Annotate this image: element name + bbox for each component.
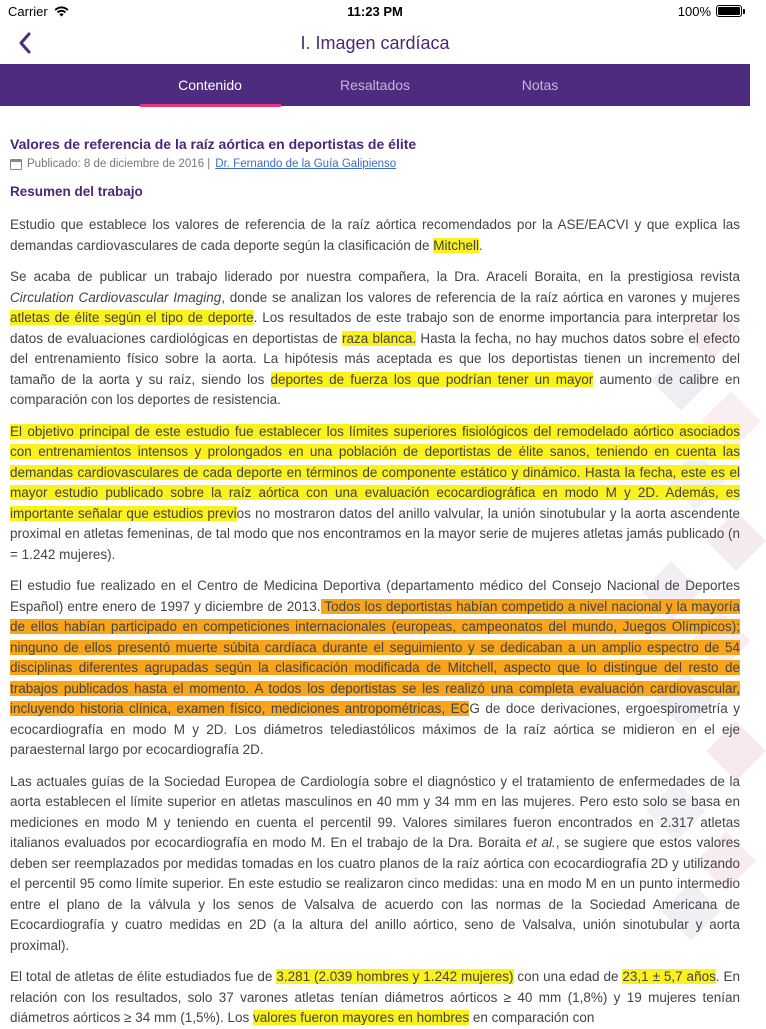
tab-bar — [0, 64, 750, 106]
paragraph-3 — [10, 422, 740, 566]
highlight-yellow[interactable]: valores fueron mayores en hombres — [253, 1010, 470, 1025]
section-title: Resumen del trabajo — [10, 184, 143, 199]
text-run: con una edad de — [513, 969, 623, 984]
text-run: os no mostraron datos del anillo valvular, la unión sinotubular y la aorta ascendente proximal en atletas femeninas, de tal modo que nos encontramos en la mayor serie de mujeres atletas jamás publicado (n = 1.242 mujeres). — [10, 505, 740, 562]
highlight-yellow[interactable]: raza blanca. — [341, 330, 417, 346]
published-date: Publicado: 8 de diciembre de 2016 | — [27, 158, 211, 170]
text-run: en comparación con — [469, 1010, 595, 1025]
carrier-label: Carrier — [8, 3, 48, 19]
paragraph-4 — [10, 576, 740, 761]
text-run: El total de atletas de élite estudiados fue de — [10, 969, 277, 984]
text-run: . — [479, 237, 483, 253]
status-time: 11:23 PM — [347, 3, 403, 19]
text-run: Hasta la fecha, no hay muchos datos sobre el efecto del entrenamiento físico sobre la aorta. La hipótesis más aceptada es que los deportistas tienen un incremento del tamaño de la aorta y su raíz, siendo los — [10, 330, 741, 387]
text-run: . En relación con los resultados, solo 37 varones atletas tenían diámetros aórticos ≥ 40 mm (1,8%) y 19 mujeres tenían diámetros aórticos ≥ 34 mm (1,5%). Los — [10, 969, 741, 1025]
navigation-bar — [0, 22, 750, 64]
status-bar — [0, 0, 750, 22]
status-left — [8, 4, 69, 19]
tab-contenido[interactable]: Contenido — [128, 64, 293, 106]
italic-text: et al. — [525, 835, 556, 850]
highlight-yellow[interactable]: 3.281 (2.039 hombres y 1.242 mujeres) — [276, 969, 514, 984]
battery-percent: 100% — [677, 3, 711, 19]
text-run: Se acaba de publicar un trabajo liderado por nuestra compañera, la Dra. Araceli Boraita, en la prestigiosa revista — [10, 269, 740, 284]
paragraph-2 — [10, 267, 740, 411]
paragraph-1 — [10, 215, 740, 256]
page-title: I. Imagen cardíaca — [300, 32, 450, 53]
status-right — [678, 4, 742, 19]
author-link[interactable]: Dr. Fernando de la Guía Galipienso — [215, 158, 397, 170]
chevron-left-icon — [18, 32, 32, 54]
battery-icon — [716, 5, 742, 17]
highlight-orange[interactable]: Todos los deportistas habían competido a nivel nacional y la mayoría de ellos habían participado en competiciones internacionales (europeas, campeonatos del mundo, Juegos Olímpicos); ninguno de ellos presentó muerte súbita cardíaca durante el seguimiento y se dedicaban a un amplio espectro de 54 disciplinas diferentes agrupadas según la clasificación modificada de Mitchell, aspecto que lo distingue del resto de trabajos publicados hasta el momento. A todos los deportistas se les realizó una completa evaluación cardiovascular, incluyendo historia clínica, examen físico, mediciones antropométricas, EC — [10, 598, 740, 716]
highlight-yellow[interactable]: atletas de élite según el tipo de deporte — [10, 310, 254, 325]
text-run: . Los resultados de este trabajo son de enorme importancia para interpretar los datos de evaluaciones cardiológicas en deportistas de — [10, 310, 741, 346]
back-button[interactable] — [10, 28, 40, 58]
text-run: Las actuales guías de la Sociedad Europea de Cardiología sobre el diagnóstico y el tratamiento de enfermedades de la aorta establecen el límite superior en atletas masculinos en 40 mm y 34 mm en las mujeres. Pero esto solo se basa en mediciones en modo M y teniendo en cuenta el percentil 99. Valores similares fueron encontrados en 2.317 atletas italianos evaluados por ecocardiografía en modo M. En el trabajo de la Dra. Boraita — [10, 773, 740, 850]
text-run: aumento de calibre en comparación con los deportes de resistencia. — [10, 371, 740, 407]
text-run: , se sugiere que estos valores deben ser reemplazados por medidas tomadas en los cuatro planos de la raíz aórtica con ecocardiografía 2D y utilizando el percentil 95 como límite superior. En este estudio se realizaron cinco medidas: una en modo M en un punto intermedio entre el plano de la válvula y los senos de Valsalva de acuerdo con las normas de la Sociedad Americana de Ecocardiografía y cuatro medidas en 2D (a la altura del anillo aórtico, seno de Valsalva, unión sinotubular y aorta proximal). — [10, 835, 740, 953]
paragraph-5 — [10, 772, 740, 957]
text-run: G de doce derivaciones, ergoespirometría y ecocardiografía en modo M y 2D. Los diámetros telediastólicos máximos de la raíz aórtica se midieron en el eje paraesternal largo por ecocardiografía 2D. — [10, 701, 740, 757]
highlight-yellow[interactable]: El objetivo principal de este estudio fue establecer los límites superiores fisiológicos del remodelado aórtico asociados con entrenamientos intensos y prolongados en una población de deportistas de élite sanos, teniendo en cuenta las demandas cardiovasculares de cada deporte en términos de componente estático y dinámico. Hasta la fecha, este es el mayor estudio publicado sobre la raíz aórtica con una evaluación ecocardiográfica en modo M y 2D. Además, es importante señalar que estudios previ — [10, 423, 740, 521]
wifi-icon — [54, 6, 69, 17]
article-meta — [10, 158, 740, 170]
paragraph-6 — [10, 967, 740, 1029]
article-title: Valores de referencia de la raíz aórtica en deportistas de élite — [10, 136, 417, 152]
text-run: Estudio que establece los valores de referencia de la raíz aórtica recomendados por la ASE/EACVI y que explica las demandas cardiovasculares de cada deporte según la clasificación de — [10, 217, 740, 253]
calendar-icon — [10, 159, 22, 170]
text-run: El estudio fue realizado en el Centro de Medicina Deportiva (departamento médico del Consejo Nacional de Deportes Español) entre enero de 1997 y diciembre de 2013. — [10, 578, 740, 614]
highlight-yellow[interactable]: Mitchell — [433, 237, 480, 253]
italic-text: Circulation Cardiovascular Imaging — [10, 289, 222, 305]
highlight-yellow[interactable]: deportes de fuerza los que podrían tener un mayor — [270, 371, 594, 387]
tab-resaltados[interactable]: Resaltados — [339, 77, 411, 93]
text-run: , donde se analizan los valores de referencia de la raíz aórtica en varones y mujeres — [221, 289, 741, 305]
article-content — [0, 106, 750, 1029]
highlight-yellow[interactable]: 23,1 ± 5,7 años — [622, 969, 716, 984]
battery-fill — [718, 7, 740, 15]
tab-notas[interactable]: Notas — [521, 77, 559, 93]
